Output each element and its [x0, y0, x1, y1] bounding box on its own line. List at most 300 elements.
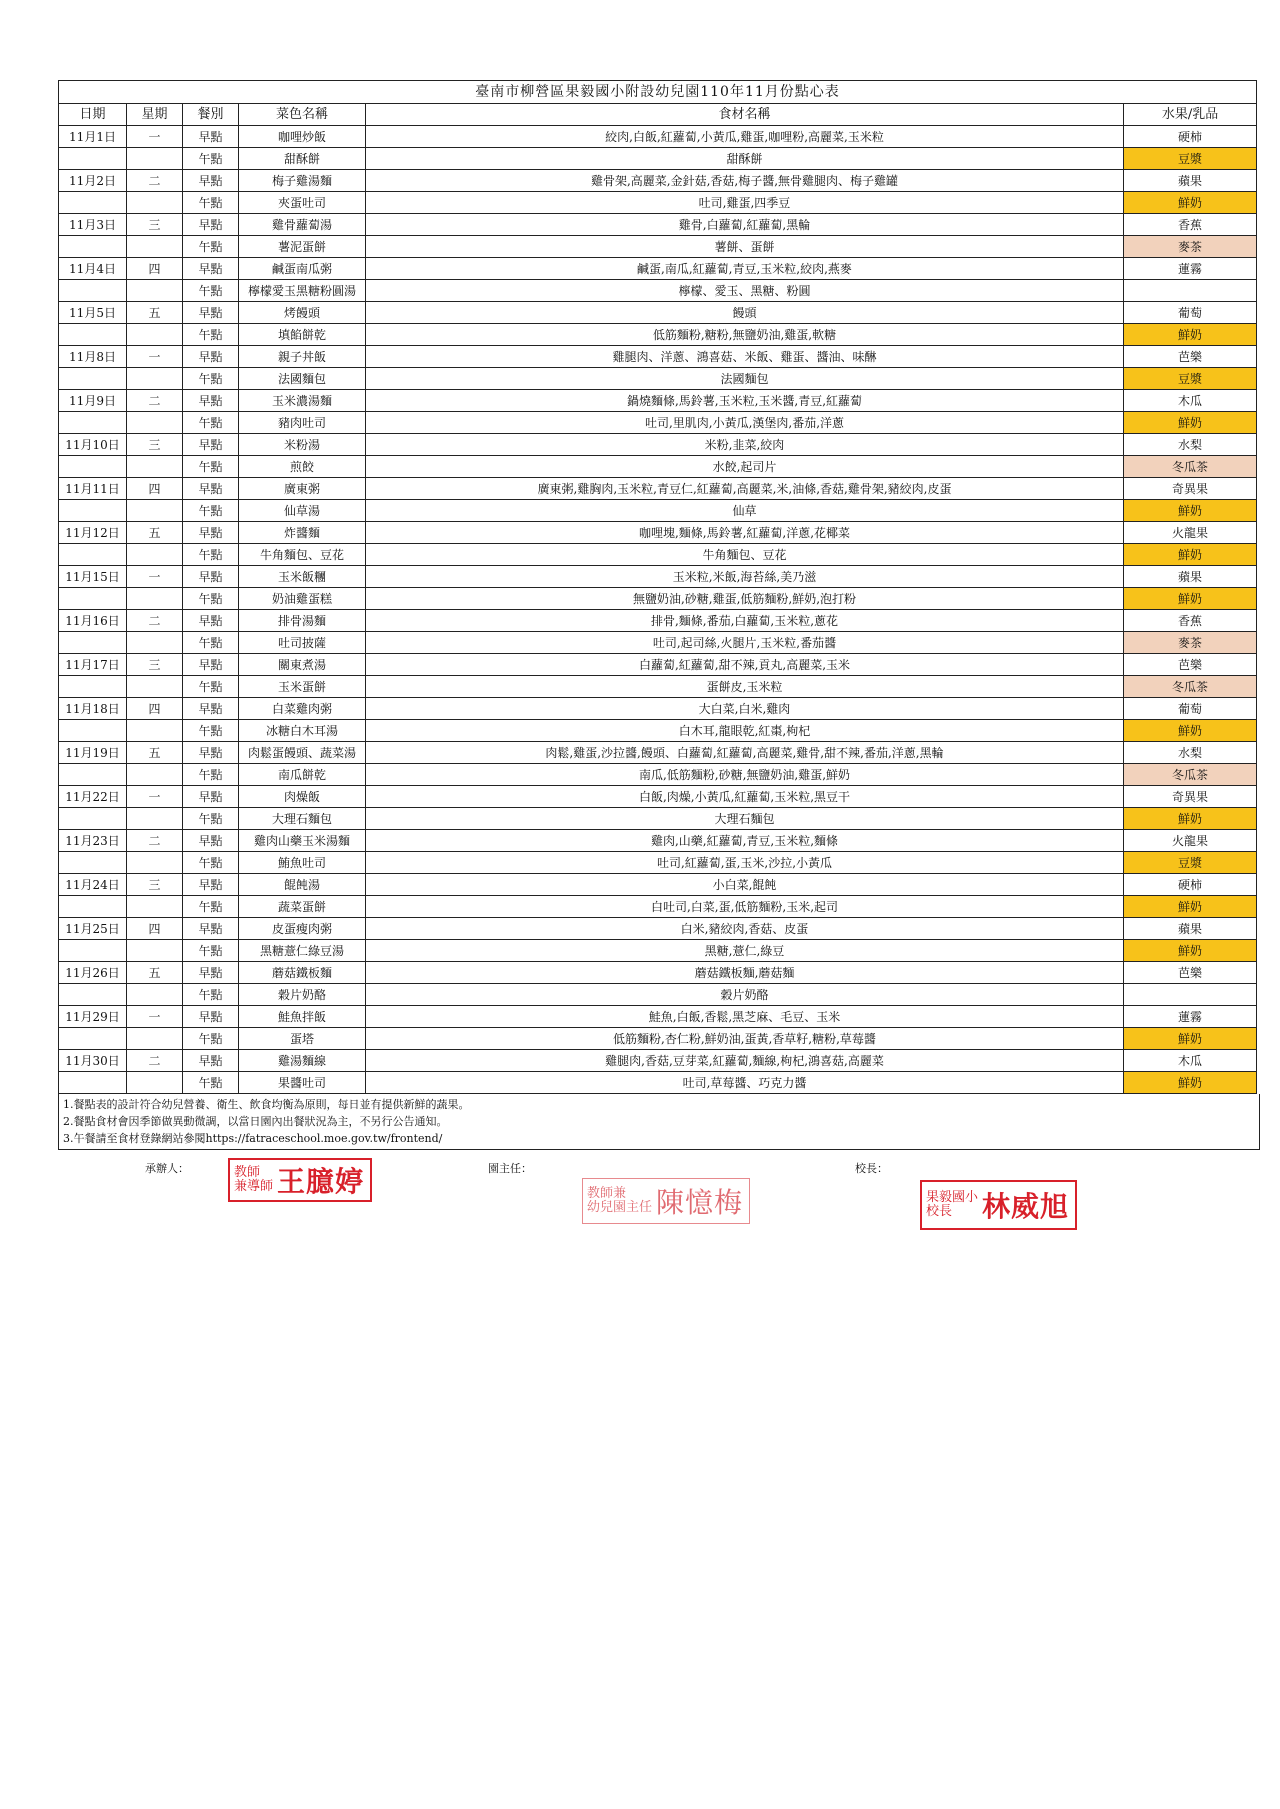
meal-cell: 午點	[183, 1028, 239, 1050]
meal-cell: 午點	[183, 632, 239, 654]
date-cell	[59, 1028, 127, 1050]
header-date: 日期	[59, 104, 127, 126]
table-row	[59, 214, 1257, 236]
weekday-cell: 三	[127, 434, 183, 456]
dish-cell: 法國麵包	[239, 368, 366, 390]
weekday-cell	[127, 676, 183, 698]
meal-cell: 早點	[183, 918, 239, 940]
ingredients-cell: 雞肉,山藥,紅蘿蔔,青豆,玉米粒,麵條	[366, 830, 1124, 852]
date-cell: 11月4日	[59, 258, 127, 280]
fruit-cell: 冬瓜茶	[1124, 676, 1257, 698]
fruit-cell: 豆漿	[1124, 148, 1257, 170]
ingredients-cell: 咖哩塊,麵條,馬鈴薯,紅蘿蔔,洋蔥,花椰菜	[366, 522, 1124, 544]
ingredients-cell: 蛋餅皮,玉米粒	[366, 676, 1124, 698]
meal-cell: 早點	[183, 522, 239, 544]
ingredients-cell: 白木耳,龍眼乾,紅棗,枸杞	[366, 720, 1124, 742]
table-row	[59, 170, 1257, 192]
date-cell: 11月26日	[59, 962, 127, 984]
table-title: 臺南市柳營區果毅國小附設幼兒園110年11月份點心表	[59, 81, 1257, 104]
note-line: 2.餐點食材會因季節做異動微調，以當日園內出餐狀況為主，不另行公告通知。	[63, 1115, 448, 1128]
dish-cell: 煎餃	[239, 456, 366, 478]
weekday-cell	[127, 720, 183, 742]
table-row	[59, 346, 1257, 368]
header-weekday: 星期	[127, 104, 183, 126]
dish-cell: 雞肉山藥玉米湯麵	[239, 830, 366, 852]
weekday-cell	[127, 236, 183, 258]
ingredients-cell: 法國麵包	[366, 368, 1124, 390]
meal-cell: 午點	[183, 148, 239, 170]
ingredients-cell: 牛角麵包、豆花	[366, 544, 1124, 566]
weekday-cell	[127, 544, 183, 566]
date-cell	[59, 808, 127, 830]
ingredients-cell: 鹹蛋,南瓜,紅蘿蔔,青豆,玉米粒,絞肉,燕麥	[366, 258, 1124, 280]
ingredients-cell: 肉鬆,雞蛋,沙拉醬,饅頭、白蘿蔔,紅蘿蔔,高麗菜,雞骨,甜不辣,番茄,洋蔥,黑輪	[366, 742, 1124, 764]
table-row	[59, 676, 1257, 698]
weekday-cell: 一	[127, 126, 183, 148]
ingredients-cell: 白飯,肉燥,小黃瓜,紅蘿蔔,玉米粒,黑豆干	[366, 786, 1124, 808]
table-row	[59, 1006, 1257, 1028]
ingredients-cell: 白蘿蔔,紅蘿蔔,甜不辣,貢丸,高麗菜,玉米	[366, 654, 1124, 676]
note-line: 3.午餐請至食材登錄網站參閱https://fatraceschool.moe.gov.tw/frontend/	[63, 1132, 443, 1145]
dish-cell: 奶油雞蛋糕	[239, 588, 366, 610]
fruit-cell: 鮮奶	[1124, 412, 1257, 434]
date-cell: 11月1日	[59, 126, 127, 148]
fruit-cell: 鮮奶	[1124, 544, 1257, 566]
table-row	[59, 984, 1257, 1006]
dish-cell: 蛋塔	[239, 1028, 366, 1050]
fruit-cell: 水梨	[1124, 742, 1257, 764]
date-cell	[59, 368, 127, 390]
fruit-cell: 火龍果	[1124, 830, 1257, 852]
date-cell: 11月5日	[59, 302, 127, 324]
date-cell	[59, 720, 127, 742]
date-cell: 11月25日	[59, 918, 127, 940]
ingredients-cell: 吐司,雞蛋,四季豆	[366, 192, 1124, 214]
table-row	[59, 896, 1257, 918]
dish-cell: 廣東粥	[239, 478, 366, 500]
date-cell: 11月17日	[59, 654, 127, 676]
weekday-cell	[127, 148, 183, 170]
header-dish: 菜色名稱	[239, 104, 366, 126]
table-row	[59, 1050, 1257, 1072]
date-cell: 11月24日	[59, 874, 127, 896]
ingredients-cell: 穀片奶酪	[366, 984, 1124, 1006]
director-stamp	[582, 1178, 750, 1224]
handler-stamp-name: 王臆婷	[277, 1165, 365, 1198]
meal-cell: 午點	[183, 940, 239, 962]
ingredients-cell: 大理石麵包	[366, 808, 1124, 830]
meal-cell: 午點	[183, 764, 239, 786]
fruit-cell: 鮮奶	[1124, 896, 1257, 918]
meal-cell: 早點	[183, 258, 239, 280]
table-row	[59, 720, 1257, 742]
weekday-cell	[127, 456, 183, 478]
ingredients-cell: 黑糖,薏仁,綠豆	[366, 940, 1124, 962]
weekday-cell	[127, 1072, 183, 1094]
date-cell	[59, 940, 127, 962]
dish-cell: 大理石麵包	[239, 808, 366, 830]
date-cell: 11月15日	[59, 566, 127, 588]
ingredients-cell: 雞骨架,高麗菜,金針菇,香菇,梅子醬,無骨雞腿肉、梅子雞罐	[366, 170, 1124, 192]
fruit-cell: 麥茶	[1124, 632, 1257, 654]
weekday-cell: 五	[127, 522, 183, 544]
meal-cell: 早點	[183, 1050, 239, 1072]
weekday-cell: 四	[127, 698, 183, 720]
fruit-cell: 鮮奶	[1124, 940, 1257, 962]
dish-cell: 炸醬麵	[239, 522, 366, 544]
dish-cell: 雞湯麵線	[239, 1050, 366, 1072]
ingredients-cell: 南瓜,低筋麵粉,砂糖,無鹽奶油,雞蛋,鮮奶	[366, 764, 1124, 786]
meal-cell: 午點	[183, 192, 239, 214]
fruit-cell: 香蕉	[1124, 610, 1257, 632]
fruit-cell: 木瓜	[1124, 1050, 1257, 1072]
dish-cell: 冰糖白木耳湯	[239, 720, 366, 742]
meal-cell: 午點	[183, 500, 239, 522]
ingredients-cell: 玉米粒,米飯,海苔絲,美乃滋	[366, 566, 1124, 588]
dish-cell: 皮蛋瘦肉粥	[239, 918, 366, 940]
date-cell	[59, 764, 127, 786]
weekday-cell	[127, 896, 183, 918]
fruit-cell: 豆漿	[1124, 368, 1257, 390]
fruit-cell: 芭樂	[1124, 962, 1257, 984]
ingredients-cell: 無鹽奶油,砂糖,雞蛋,低筋麵粉,鮮奶,泡打粉	[366, 588, 1124, 610]
meal-cell: 午點	[183, 984, 239, 1006]
meal-cell: 午點	[183, 544, 239, 566]
weekday-cell	[127, 808, 183, 830]
table-row	[59, 1028, 1257, 1050]
dish-cell: 檸檬愛玉黑糖粉圓湯	[239, 280, 366, 302]
date-cell	[59, 896, 127, 918]
handler-stamp-title: 教師	[234, 1165, 261, 1180]
dish-cell: 親子丼飯	[239, 346, 366, 368]
meal-cell: 早點	[183, 478, 239, 500]
meal-cell: 早點	[183, 346, 239, 368]
weekday-cell: 五	[127, 742, 183, 764]
weekday-cell: 四	[127, 918, 183, 940]
date-cell	[59, 148, 127, 170]
fruit-cell: 豆漿	[1124, 852, 1257, 874]
menu-body	[59, 126, 1257, 1094]
note-line: 1.餐點表的設計符合幼兒營養、衛生、飲食均衡為原則，每日並有提供新鮮的蔬果。	[63, 1098, 470, 1111]
dish-cell: 鹹蛋南瓜粥	[239, 258, 366, 280]
fruit-cell: 蓮霧	[1124, 258, 1257, 280]
fruit-cell: 冬瓜茶	[1124, 764, 1257, 786]
meal-cell: 早點	[183, 786, 239, 808]
dish-cell: 玉米濃湯麵	[239, 390, 366, 412]
weekday-cell: 一	[127, 346, 183, 368]
table-row	[59, 654, 1257, 676]
handler-stamp	[228, 1158, 372, 1202]
snack-menu-table	[58, 80, 1257, 1094]
fruit-cell: 鮮奶	[1124, 808, 1257, 830]
dish-cell: 蘑菇鐵板麵	[239, 962, 366, 984]
date-cell	[59, 544, 127, 566]
date-cell: 11月29日	[59, 1006, 127, 1028]
date-cell: 11月18日	[59, 698, 127, 720]
meal-cell: 早點	[183, 214, 239, 236]
date-cell	[59, 676, 127, 698]
table-row	[59, 500, 1257, 522]
dish-cell: 梅子雞湯麵	[239, 170, 366, 192]
meal-cell: 早點	[183, 874, 239, 896]
principal-stamp-title: 果毅國小	[926, 1190, 979, 1205]
principal-stamp-title: 校長	[926, 1204, 953, 1219]
meal-cell: 早點	[183, 170, 239, 192]
meal-cell: 午點	[183, 896, 239, 918]
meal-cell: 早點	[183, 698, 239, 720]
meal-cell: 午點	[183, 676, 239, 698]
table-row	[59, 610, 1257, 632]
table-row	[59, 236, 1257, 258]
ingredients-cell: 低筋麵粉,糖粉,無鹽奶油,雞蛋,軟糖	[366, 324, 1124, 346]
table-row	[59, 742, 1257, 764]
ingredients-cell: 低筋麵粉,杏仁粉,鮮奶油,蛋黃,香草籽,糖粉,草莓醬	[366, 1028, 1124, 1050]
date-cell: 11月22日	[59, 786, 127, 808]
meal-cell: 午點	[183, 280, 239, 302]
handler-stamp-title: 兼導師	[234, 1179, 274, 1194]
fruit-cell: 硬柿	[1124, 126, 1257, 148]
header-ingredients: 食材名稱	[366, 104, 1124, 126]
principal-label: 校長：	[855, 1162, 888, 1175]
director-stamp-title: 教師兼	[587, 1186, 627, 1201]
table-row	[59, 192, 1257, 214]
dish-cell: 肉燥飯	[239, 786, 366, 808]
table-row	[59, 368, 1257, 390]
fruit-cell	[1124, 984, 1257, 1006]
meal-cell: 早點	[183, 1006, 239, 1028]
dish-cell: 米粉湯	[239, 434, 366, 456]
date-cell	[59, 588, 127, 610]
fruit-cell: 鮮奶	[1124, 192, 1257, 214]
date-cell	[59, 852, 127, 874]
weekday-cell	[127, 280, 183, 302]
ingredients-cell: 蘑菇鐵板麵,蘑菇麵	[366, 962, 1124, 984]
table-row	[59, 258, 1257, 280]
table-row	[59, 632, 1257, 654]
weekday-cell	[127, 764, 183, 786]
table-row	[59, 698, 1257, 720]
fruit-cell: 奇異果	[1124, 478, 1257, 500]
date-cell	[59, 500, 127, 522]
meal-cell: 早點	[183, 302, 239, 324]
ingredients-cell: 雞骨,白蘿蔔,紅蘿蔔,黑輪	[366, 214, 1124, 236]
fruit-cell: 芭樂	[1124, 654, 1257, 676]
meal-cell: 午點	[183, 852, 239, 874]
ingredients-cell: 米粉,韭菜,絞肉	[366, 434, 1124, 456]
dish-cell: 白菜雞肉粥	[239, 698, 366, 720]
weekday-cell: 二	[127, 170, 183, 192]
date-cell: 11月11日	[59, 478, 127, 500]
ingredients-cell: 白吐司,白菜,蛋,低筋麵粉,玉米,起司	[366, 896, 1124, 918]
weekday-cell: 二	[127, 390, 183, 412]
dish-cell: 夾蛋吐司	[239, 192, 366, 214]
weekday-cell	[127, 984, 183, 1006]
date-cell: 11月10日	[59, 434, 127, 456]
dish-cell: 穀片奶酪	[239, 984, 366, 1006]
ingredients-cell: 大白菜,白米,雞肉	[366, 698, 1124, 720]
dish-cell: 烤饅頭	[239, 302, 366, 324]
weekday-cell: 五	[127, 302, 183, 324]
meal-cell: 午點	[183, 236, 239, 258]
dish-cell: 玉米飯糰	[239, 566, 366, 588]
date-cell: 11月23日	[59, 830, 127, 852]
weekday-cell: 二	[127, 1050, 183, 1072]
date-cell: 11月19日	[59, 742, 127, 764]
ingredients-cell: 排骨,麵條,番茄,白蘿蔔,玉米粒,蔥花	[366, 610, 1124, 632]
fruit-cell: 鮮奶	[1124, 324, 1257, 346]
fruit-cell: 木瓜	[1124, 390, 1257, 412]
principal-stamp-name: 林威旭	[982, 1190, 1070, 1223]
dish-cell: 肉鬆蛋饅頭、蔬菜湯	[239, 742, 366, 764]
table-row	[59, 126, 1257, 148]
fruit-cell: 冬瓜茶	[1124, 456, 1257, 478]
ingredients-cell: 仙草	[366, 500, 1124, 522]
weekday-cell: 三	[127, 874, 183, 896]
dish-cell: 鮭魚拌飯	[239, 1006, 366, 1028]
header-row	[59, 104, 1257, 126]
meal-cell: 早點	[183, 566, 239, 588]
date-cell: 11月3日	[59, 214, 127, 236]
ingredients-cell: 雞腿肉,香菇,豆芽菜,紅蘿蔔,麵線,枸杞,鴻喜菇,高麗菜	[366, 1050, 1124, 1072]
weekday-cell	[127, 1028, 183, 1050]
fruit-cell: 蘋果	[1124, 170, 1257, 192]
header-fruit: 水果/乳品	[1124, 104, 1257, 126]
weekday-cell: 一	[127, 786, 183, 808]
ingredients-cell: 雞腿肉、洋蔥、鴻喜菇、米飯、雞蛋、醬油、味醂	[366, 346, 1124, 368]
principal-stamp	[920, 1180, 1077, 1230]
date-cell: 11月16日	[59, 610, 127, 632]
dish-cell: 黑糖薏仁綠豆湯	[239, 940, 366, 962]
date-cell	[59, 632, 127, 654]
table-row	[59, 808, 1257, 830]
table-row	[59, 874, 1257, 896]
table-row	[59, 434, 1257, 456]
fruit-cell: 鮮奶	[1124, 1028, 1257, 1050]
fruit-cell: 香蕉	[1124, 214, 1257, 236]
meal-cell: 午點	[183, 456, 239, 478]
ingredients-cell: 小白菜,餛飩	[366, 874, 1124, 896]
fruit-cell: 硬柿	[1124, 874, 1257, 896]
ingredients-cell: 白米,豬絞肉,香菇、皮蛋	[366, 918, 1124, 940]
ingredients-cell: 廣東粥,雞胸肉,玉米粒,青豆仁,紅蘿蔔,高麗菜,米,油條,香菇,雞骨架,豬絞肉,皮蛋	[366, 478, 1124, 500]
menu-sheet	[58, 80, 1256, 1150]
director-stamp-title: 幼兒園主任	[587, 1200, 653, 1215]
ingredients-cell: 鮭魚,白飯,香鬆,黑芝麻、毛豆、玉米	[366, 1006, 1124, 1028]
weekday-cell	[127, 412, 183, 434]
table-row	[59, 522, 1257, 544]
weekday-cell: 三	[127, 654, 183, 676]
ingredients-cell: 薯餅、蛋餅	[366, 236, 1124, 258]
table-row	[59, 588, 1257, 610]
dish-cell: 牛角麵包、豆花	[239, 544, 366, 566]
weekday-cell: 五	[127, 962, 183, 984]
date-cell: 11月12日	[59, 522, 127, 544]
dish-cell: 餛飩湯	[239, 874, 366, 896]
dish-cell: 豬肉吐司	[239, 412, 366, 434]
date-cell	[59, 324, 127, 346]
table-row	[59, 830, 1257, 852]
director-label: 園主任：	[488, 1162, 532, 1175]
ingredients-cell: 甜酥餅	[366, 148, 1124, 170]
table-row	[59, 302, 1257, 324]
date-cell	[59, 984, 127, 1006]
weekday-cell: 三	[127, 214, 183, 236]
table-row	[59, 1072, 1257, 1094]
dish-cell: 雞骨蘿蔔湯	[239, 214, 366, 236]
weekday-cell: 四	[127, 258, 183, 280]
ingredients-cell: 水餃,起司片	[366, 456, 1124, 478]
dish-cell: 仙草湯	[239, 500, 366, 522]
fruit-cell: 鮮奶	[1124, 588, 1257, 610]
signature-area	[0, 1160, 1280, 1250]
ingredients-cell: 吐司,起司絲,火腿片,玉米粒,番茄醬	[366, 632, 1124, 654]
dish-cell: 南瓜餅乾	[239, 764, 366, 786]
weekday-cell	[127, 324, 183, 346]
dish-cell: 果醬吐司	[239, 1072, 366, 1094]
dish-cell: 鮪魚吐司	[239, 852, 366, 874]
weekday-cell: 四	[127, 478, 183, 500]
fruit-cell: 奇異果	[1124, 786, 1257, 808]
meal-cell: 早點	[183, 742, 239, 764]
date-cell	[59, 456, 127, 478]
date-cell: 11月8日	[59, 346, 127, 368]
ingredients-cell: 絞肉,白飯,紅蘿蔔,小黃瓜,雞蛋,咖哩粉,高麗菜,玉米粒	[366, 126, 1124, 148]
handler-label: 承辦人：	[145, 1162, 189, 1175]
table-row	[59, 478, 1257, 500]
meal-cell: 午點	[183, 1072, 239, 1094]
table-row	[59, 852, 1257, 874]
dish-cell: 排骨湯麵	[239, 610, 366, 632]
date-cell: 11月2日	[59, 170, 127, 192]
header-meal: 餐別	[183, 104, 239, 126]
meal-cell: 午點	[183, 368, 239, 390]
ingredients-cell: 吐司,里肌肉,小黃瓜,漢堡肉,番茄,洋蔥	[366, 412, 1124, 434]
table-row	[59, 148, 1257, 170]
date-cell	[59, 412, 127, 434]
dish-cell: 填餡餅乾	[239, 324, 366, 346]
meal-cell: 午點	[183, 588, 239, 610]
date-cell	[59, 280, 127, 302]
dish-cell: 蔬菜蛋餅	[239, 896, 366, 918]
fruit-cell: 蘋果	[1124, 566, 1257, 588]
date-cell: 11月9日	[59, 390, 127, 412]
fruit-cell: 水梨	[1124, 434, 1257, 456]
weekday-cell: 一	[127, 1006, 183, 1028]
date-cell	[59, 236, 127, 258]
fruit-cell: 鮮奶	[1124, 1072, 1257, 1094]
table-row	[59, 962, 1257, 984]
table-row	[59, 390, 1257, 412]
meal-cell: 早點	[183, 126, 239, 148]
dish-cell: 薯泥蛋餅	[239, 236, 366, 258]
weekday-cell	[127, 940, 183, 962]
weekday-cell	[127, 632, 183, 654]
ingredients-cell: 鍋燒麵條,馬鈴薯,玉米粒,玉米醬,青豆,紅蘿蔔	[366, 390, 1124, 412]
meal-cell: 早點	[183, 610, 239, 632]
fruit-cell: 葡萄	[1124, 698, 1257, 720]
fruit-cell: 麥茶	[1124, 236, 1257, 258]
meal-cell: 早點	[183, 962, 239, 984]
weekday-cell	[127, 368, 183, 390]
ingredients-cell: 吐司,紅蘿蔔,蛋,玉米,沙拉,小黃瓜	[366, 852, 1124, 874]
fruit-cell: 火龍果	[1124, 522, 1257, 544]
date-cell	[59, 1072, 127, 1094]
table-row	[59, 412, 1257, 434]
weekday-cell	[127, 192, 183, 214]
fruit-cell: 芭樂	[1124, 346, 1257, 368]
director-stamp-name: 陳憶梅	[656, 1186, 744, 1219]
table-row	[59, 324, 1257, 346]
